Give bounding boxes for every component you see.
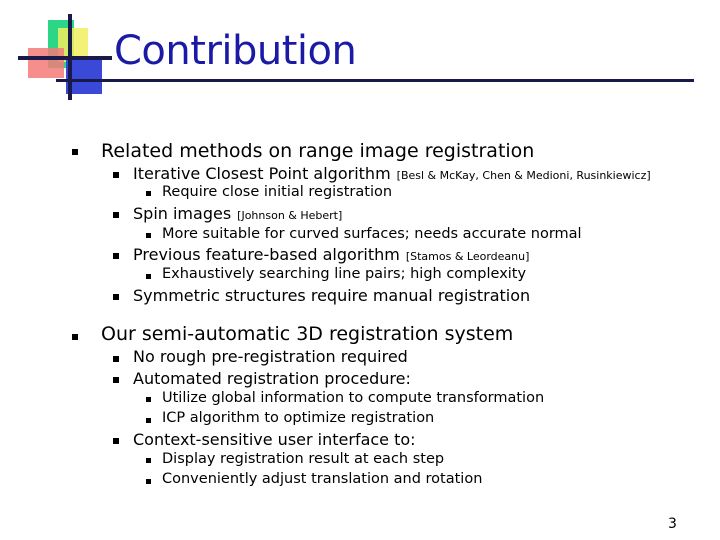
bullet-text: Related methods on range image registration (101, 140, 535, 162)
bullet-marker (113, 253, 119, 259)
logo-red-square (28, 48, 64, 78)
bullet-level3 (162, 266, 526, 282)
bullet-level3 (162, 184, 392, 200)
bullet-text: Conveniently adjust translation and rotation (162, 471, 483, 487)
bullet-text: More suitable for curved surfaces; needs accurate normal (162, 226, 582, 242)
bullet-marker (72, 149, 78, 155)
bullet-marker (113, 438, 119, 444)
bullet-marker (146, 458, 151, 463)
bullet-marker (146, 397, 151, 402)
title-underline (56, 79, 694, 82)
bullet-level1 (101, 323, 513, 345)
bullet-text: Require close initial registration (162, 184, 393, 200)
bullet-level3 (162, 390, 544, 406)
bullet-level2 (133, 204, 342, 223)
bullet-level3 (162, 226, 582, 242)
bullet-level2 (133, 164, 651, 183)
slide-title: Contribution (114, 28, 357, 74)
bullet-marker (146, 479, 151, 484)
bullet-level2 (133, 286, 530, 305)
bullet-level3 (162, 451, 444, 467)
logo-horizontal-bar (18, 56, 112, 60)
bullet-text: Our semi-automatic 3D registration system (101, 323, 514, 345)
bullet-text: No rough pre-registration required (133, 347, 408, 366)
bullet-level2 (133, 347, 408, 366)
bullet-marker (146, 274, 151, 279)
bullet-level2 (133, 245, 529, 264)
bullet-marker (146, 233, 151, 238)
page-number: 3 (668, 516, 677, 532)
bullet-marker (113, 377, 119, 383)
slide-logo-decoration (0, 0, 110, 110)
bullet-text: Spin images (133, 204, 232, 223)
bullet-text: Exhaustively searching line pairs; high complexity (162, 266, 527, 282)
bullet-marker (146, 418, 151, 423)
citation: [Besl & McKay, Chen & Medioni, Rusinkiewicz] (396, 169, 651, 182)
bullet-marker (113, 294, 119, 300)
bullet-text: ICP algorithm to optimize registration (162, 410, 435, 426)
bullet-text: Iterative Closest Point algorithm (133, 164, 391, 183)
bullet-text: Automated registration procedure: (133, 369, 411, 388)
bullet-marker (113, 172, 119, 178)
bullet-level3 (162, 410, 434, 426)
citation: [Johnson & Hebert] (237, 209, 343, 222)
bullet-marker (113, 356, 119, 362)
bullet-level1 (101, 140, 534, 162)
bullet-level3 (162, 471, 482, 487)
bullet-level2 (133, 430, 416, 449)
bullet-text: Display registration result at each step (162, 451, 445, 467)
bullet-text: Previous feature-based algorithm (133, 245, 400, 264)
bullet-marker (146, 191, 151, 196)
bullet-text: Context-sensitive user interface to: (133, 430, 416, 449)
citation: [Stamos & Leordeanu] (405, 250, 530, 263)
bullet-level2 (133, 369, 411, 388)
bullet-marker (72, 334, 78, 340)
bullet-text: Symmetric structures require manual registration (133, 286, 531, 305)
bullet-marker (113, 212, 119, 218)
bullet-text: Utilize global information to compute transformation (162, 390, 545, 406)
